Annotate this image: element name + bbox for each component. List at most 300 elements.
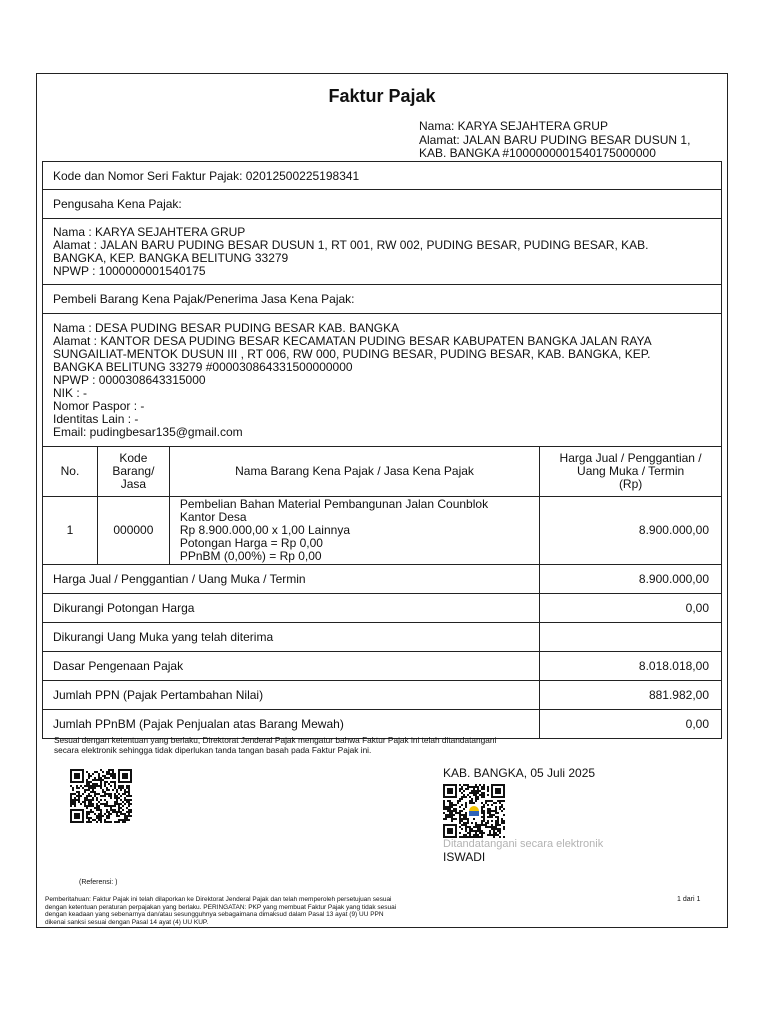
qr-module	[493, 802, 495, 804]
qr-module	[102, 775, 104, 777]
qr-module	[497, 828, 499, 830]
qr-module	[88, 813, 90, 815]
qr-module	[86, 805, 88, 807]
qr-module	[503, 808, 505, 810]
qr-module	[102, 779, 104, 781]
qr-module	[122, 821, 124, 823]
qr-module	[114, 775, 116, 777]
item-no: 1	[43, 497, 98, 565]
qr-module	[483, 810, 485, 812]
qr-module	[499, 806, 501, 808]
qr-module	[92, 819, 94, 821]
qr-module	[459, 818, 461, 820]
qr-module	[477, 786, 479, 788]
qr-module	[491, 804, 493, 806]
qr-module	[114, 797, 116, 799]
qr-module	[108, 793, 110, 795]
qr-module	[449, 806, 451, 808]
qr-module	[100, 817, 102, 819]
qr-module	[463, 784, 465, 786]
qr-module	[120, 819, 122, 821]
qr-module	[493, 814, 495, 816]
qr-module	[94, 793, 96, 795]
serial-row	[43, 162, 722, 190]
qr-module	[473, 826, 475, 828]
qr-module	[86, 783, 88, 785]
qr-module	[481, 792, 483, 794]
buyer-address-1: Alamat : KANTOR DESA PUDING BESAR KECAMATAN PUDING BESAR KABUPATEN BANGKA JALAN RAYA	[53, 333, 652, 348]
qr-module	[114, 781, 116, 783]
qr-module	[453, 804, 455, 806]
seller-address-2: BANGKA, KEP. BANGKA BELITUNG 33279	[53, 250, 289, 265]
qr-module	[465, 788, 467, 790]
summary-row	[43, 681, 722, 710]
qr-module	[469, 834, 471, 836]
seller-heading: Pengusaha Kena Pajak:	[43, 190, 722, 219]
qr-module	[487, 822, 489, 824]
qr-module	[465, 784, 467, 786]
page-number: 1 dari 1	[677, 896, 701, 903]
e-signature-label: Ditandatangani secara elektronik	[443, 838, 604, 850]
qr-module	[88, 781, 90, 783]
qr-module	[483, 804, 485, 806]
buyer-heading-row	[43, 285, 722, 314]
qr-module	[82, 801, 84, 803]
qr-module	[463, 816, 465, 818]
qr-finder-center	[74, 813, 80, 819]
qr-module	[128, 793, 130, 795]
qr-module	[108, 795, 110, 797]
qr-module	[467, 794, 469, 796]
qr-module	[497, 812, 499, 814]
qr-module	[126, 801, 128, 803]
qr-module	[92, 787, 94, 789]
qr-module	[501, 822, 503, 824]
qr-module	[114, 801, 116, 803]
qr-module	[493, 810, 495, 812]
qr-module	[84, 803, 86, 805]
qr-module	[104, 805, 106, 807]
qr-module	[88, 801, 90, 803]
qr-module	[100, 787, 102, 789]
qr-module	[126, 785, 128, 787]
qr-module	[124, 793, 126, 795]
qr-module	[461, 798, 463, 800]
qr-module	[481, 832, 483, 834]
qr-module	[78, 787, 80, 789]
qr-module	[489, 810, 491, 812]
qr-module	[483, 794, 485, 796]
qr-module	[106, 821, 108, 823]
qr-module	[104, 795, 106, 797]
qr-module	[475, 800, 477, 802]
qr-module	[122, 819, 124, 821]
items-table	[42, 446, 722, 739]
qr-module	[100, 769, 102, 771]
col-header-code-1: Kode	[119, 451, 148, 465]
col-header-code	[97, 447, 169, 497]
qr-module	[130, 811, 132, 813]
qr-module	[98, 805, 100, 807]
qr-module	[112, 775, 114, 777]
qr-module	[483, 814, 485, 816]
qr-module	[96, 783, 98, 785]
qr-module	[463, 808, 465, 810]
qr-module	[459, 814, 461, 816]
qr-module	[473, 790, 475, 792]
qr-module	[90, 801, 92, 803]
qr-module	[94, 779, 96, 781]
qr-module	[110, 773, 112, 775]
qr-module	[489, 800, 491, 802]
qr-module	[126, 799, 128, 801]
qr-module	[98, 773, 100, 775]
qr-module	[475, 832, 477, 834]
qr-module	[128, 819, 130, 821]
qr-module	[453, 818, 455, 820]
qr-module	[447, 816, 449, 818]
qr-module	[469, 786, 471, 788]
qr-module	[451, 804, 453, 806]
qr-module	[100, 781, 102, 783]
summary-value: 881.982,00	[540, 681, 722, 710]
qr-module	[90, 809, 92, 811]
qr-module	[457, 800, 459, 802]
item-desc-5: PPnBM (0,00%) = Rp 0,00	[179, 549, 322, 563]
qr-module	[453, 808, 455, 810]
qr-module	[455, 804, 457, 806]
qr-module	[499, 828, 501, 830]
qr-module	[443, 806, 445, 808]
qr-module	[445, 818, 447, 820]
qr-module	[465, 818, 467, 820]
table-row	[43, 497, 722, 565]
qr-module	[86, 799, 88, 801]
statement-line-2: secara elektronik sehingga tidak diperlukan tanda tangan basah pada Faktur Pajak ini.	[54, 745, 372, 755]
qr-module	[469, 830, 471, 832]
qr-module	[479, 790, 481, 792]
qr-module	[96, 771, 98, 773]
qr-module	[447, 800, 449, 802]
qr-module	[501, 810, 503, 812]
qr-module	[118, 809, 120, 811]
qr-module	[126, 819, 128, 821]
notice-line-2: dengan ketentuan peraturan perpajakan yang berlaku. PERINGATAN: PKP yang membuat Faktur Pajak yang tidak sesuai	[45, 903, 397, 911]
qr-module	[102, 791, 104, 793]
col-header-price	[540, 447, 722, 497]
qr-module	[459, 826, 461, 828]
header-seller-address-1: Alamat: JALAN BARU PUDING BESAR DUSUN 1,	[419, 132, 691, 147]
qr-module	[475, 826, 477, 828]
qr-module	[104, 793, 106, 795]
qr-module	[106, 771, 108, 773]
qr-module	[114, 811, 116, 813]
qr-module	[88, 775, 90, 777]
qr-module	[479, 832, 481, 834]
qr-module	[112, 771, 114, 773]
qr-module	[467, 786, 469, 788]
qr-module	[92, 803, 94, 805]
qr-module	[124, 815, 126, 817]
qr-module	[120, 799, 122, 801]
qr-module	[98, 815, 100, 817]
qr-module	[104, 799, 106, 801]
qr-module	[82, 793, 84, 795]
qr-module	[475, 822, 477, 824]
qr-module	[449, 808, 451, 810]
qr-module	[487, 810, 489, 812]
qr-module	[118, 819, 120, 821]
qr-module	[453, 814, 455, 816]
qr-module	[98, 777, 100, 779]
qr-module	[489, 834, 491, 836]
qr-module	[477, 798, 479, 800]
serial-number: Kode dan Nomor Seri Faktur Pajak: 02012500225198341	[43, 162, 722, 190]
summary-value: 8.900.000,00	[540, 565, 722, 594]
qr-module	[110, 785, 112, 787]
buyer-passport: Nomor Paspor : -	[53, 398, 145, 413]
seller-heading-row	[43, 190, 722, 219]
qr-finder-center	[495, 788, 501, 794]
qr-module	[98, 817, 100, 819]
qr-module	[118, 811, 120, 813]
buyer-other-id: Identitas Lain : -	[53, 411, 139, 426]
qr-module	[112, 773, 114, 775]
qr-module	[106, 801, 108, 803]
qr-module	[487, 804, 489, 806]
col-header-code-2: Barang/	[112, 464, 155, 478]
qr-module	[445, 806, 447, 808]
qr-module	[459, 790, 461, 792]
qr-module	[481, 802, 483, 804]
qr-module	[116, 789, 118, 791]
qr-module	[102, 803, 104, 805]
summary-value	[540, 623, 722, 652]
qr-module	[118, 793, 120, 795]
qr-module	[465, 828, 467, 830]
qr-module	[481, 812, 483, 814]
qr-module	[76, 787, 78, 789]
qr-module	[130, 795, 132, 797]
qr-module	[443, 818, 445, 820]
qr-module	[443, 812, 445, 814]
qr-module	[122, 801, 124, 803]
qr-module	[475, 798, 477, 800]
qr-module	[477, 834, 479, 836]
qr-module	[74, 805, 76, 807]
qr-module	[106, 803, 108, 805]
qr-module	[495, 824, 497, 826]
qr-module	[475, 834, 477, 836]
qr-module	[80, 795, 82, 797]
qr-module	[96, 785, 98, 787]
qr-module	[481, 808, 483, 810]
qr-module	[455, 810, 457, 812]
qr-module	[80, 803, 82, 805]
qr-module	[88, 787, 90, 789]
qr-module	[88, 819, 90, 821]
qr-module	[114, 821, 116, 823]
qr-module	[100, 809, 102, 811]
qr-module	[465, 804, 467, 806]
summary-row	[43, 594, 722, 623]
qr-module	[100, 783, 102, 785]
qr-module	[108, 789, 110, 791]
items-header-row	[43, 447, 722, 497]
qr-module	[489, 816, 491, 818]
qr-module	[104, 785, 106, 787]
qr-module	[477, 788, 479, 790]
qr-module	[491, 826, 493, 828]
qr-module	[100, 795, 102, 797]
qr-module	[90, 799, 92, 801]
qr-module	[88, 803, 90, 805]
qr-module	[451, 814, 453, 816]
qr-module	[72, 789, 74, 791]
qr-module	[122, 793, 124, 795]
qr-finder-center	[447, 788, 453, 794]
seller-details	[43, 219, 722, 285]
qr-module	[487, 800, 489, 802]
qr-module	[481, 794, 483, 796]
qr-module	[114, 777, 116, 779]
qr-module	[124, 799, 126, 801]
qr-module	[78, 795, 80, 797]
qr-module	[449, 802, 451, 804]
qr-finder-center	[74, 773, 80, 779]
qr-module	[495, 826, 497, 828]
qr-module	[475, 784, 477, 786]
qr-module	[120, 795, 122, 797]
qr-module	[477, 830, 479, 832]
qr-module	[447, 808, 449, 810]
qr-module	[451, 812, 453, 814]
qr-module	[459, 806, 461, 808]
qr-module	[88, 785, 90, 787]
qr-module	[118, 785, 120, 787]
qr-module	[96, 807, 98, 809]
seller-address-1: Alamat : JALAN BARU PUDING BESAR DUSUN 1, RT 001, RW 002, PUDING BESAR, PUDING BESAR, KAB.	[53, 237, 649, 252]
col-header-price-3: (Rp)	[618, 477, 643, 491]
qr-module	[475, 786, 477, 788]
qr-module	[475, 796, 477, 798]
qr-module	[92, 799, 94, 801]
qr-module	[120, 785, 122, 787]
qr-module	[483, 792, 485, 794]
qr-module	[126, 807, 128, 809]
qr-module	[485, 824, 487, 826]
qr-module	[481, 810, 483, 812]
qr-module	[84, 805, 86, 807]
qr-module	[469, 792, 471, 794]
qr-module	[451, 816, 453, 818]
qr-module	[90, 795, 92, 797]
qr-module	[497, 820, 499, 822]
invoice-page	[36, 73, 728, 928]
qr-module	[104, 803, 106, 805]
qr-module	[108, 777, 110, 779]
notice-line-4: dikenai sanksi sesuai dengan Pasal 14 ayat (4) UU KUP.	[45, 918, 209, 926]
qr-module	[90, 803, 92, 805]
qr-module	[74, 799, 76, 801]
qr-module	[78, 799, 80, 801]
statement-line-1: Sesuai dengan ketentuan yang berlaku, Direktorat Jenderal Pajak mengatur bahwa Faktur Pajak ini telah ditandatangani	[54, 735, 497, 745]
qr-module	[88, 773, 90, 775]
qr-module	[78, 797, 80, 799]
qr-module	[118, 821, 120, 823]
qr-module	[497, 816, 499, 818]
qr-module	[471, 786, 473, 788]
header-seller-address-2: KAB. BANGKA #1000000001540175000000	[419, 146, 656, 160]
qr-module	[499, 808, 501, 810]
qr-module	[110, 821, 112, 823]
qr-module	[84, 799, 86, 801]
qr-module	[94, 787, 96, 789]
qr-module	[128, 795, 130, 797]
qr-module	[469, 800, 471, 802]
header-seller-name: Nama: KARYA SEJAHTERA GRUP	[419, 119, 608, 133]
qr-module	[449, 804, 451, 806]
qr-module	[88, 795, 90, 797]
qr-module	[499, 800, 501, 802]
qr-module	[461, 804, 463, 806]
qr-module	[120, 811, 122, 813]
qr-module	[108, 783, 110, 785]
qr-module	[92, 797, 94, 799]
footer-notice	[45, 896, 465, 926]
qr-module	[78, 793, 80, 795]
qr-module	[96, 803, 98, 805]
qr-module	[499, 830, 501, 832]
qr-module	[96, 821, 98, 823]
qr-module	[481, 788, 483, 790]
qr-module	[122, 787, 124, 789]
qr-module	[465, 822, 467, 824]
qr-module	[124, 813, 126, 815]
qr-module	[459, 798, 461, 800]
qr-module	[94, 807, 96, 809]
qr-module	[116, 799, 118, 801]
qr-module	[96, 809, 98, 811]
qr-module	[130, 809, 132, 811]
qr-module	[120, 813, 122, 815]
qr-module	[114, 793, 116, 795]
qr-module	[467, 832, 469, 834]
qr-module	[447, 814, 449, 816]
qr-module	[497, 822, 499, 824]
qr-module	[124, 817, 126, 819]
qr-module	[477, 796, 479, 798]
qr-module	[457, 812, 459, 814]
qr-module	[481, 816, 483, 818]
qr-module	[467, 784, 469, 786]
qr-module	[497, 800, 499, 802]
qr-module	[100, 821, 102, 823]
summary-label: Dasar Pengenaan Pajak	[43, 652, 540, 681]
qr-module	[114, 783, 116, 785]
qr-module	[461, 796, 463, 798]
qr-module	[72, 803, 74, 805]
qr-module	[483, 832, 485, 834]
qr-module	[491, 828, 493, 830]
qr-module	[124, 797, 126, 799]
qr-module	[495, 832, 497, 834]
qr-module	[106, 805, 108, 807]
qr-module	[126, 815, 128, 817]
qr-module	[114, 809, 116, 811]
qr-module	[469, 828, 471, 830]
qr-module	[495, 816, 497, 818]
